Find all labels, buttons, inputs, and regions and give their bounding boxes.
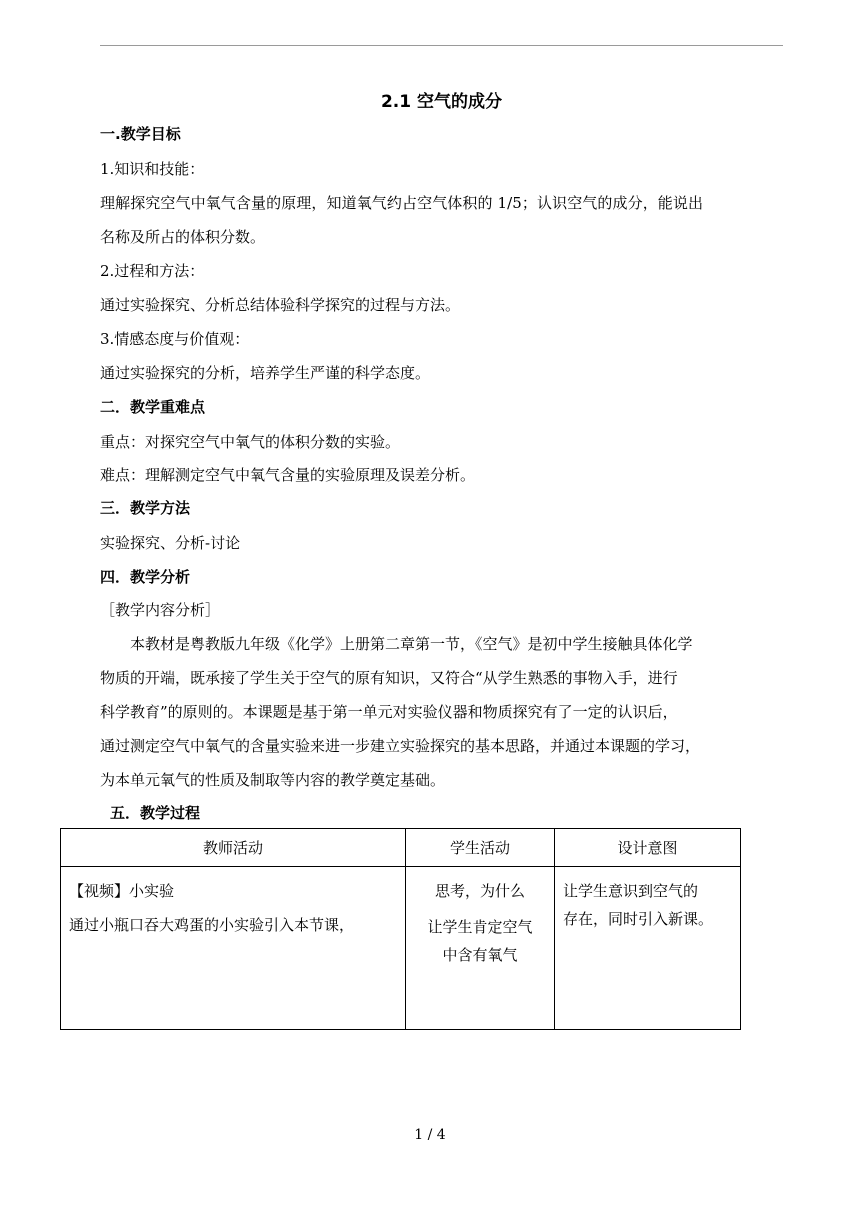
paragraph: 重点：对探究空气中氧气的体积分数的实验。 [100, 433, 401, 451]
cell-text: 通过小瓶口吞大鸡蛋的小实验引入本节课， [69, 916, 355, 934]
paragraph: 科学教育”的原则的。本课题是基于第一单元对实验仪器和物质探究有了一定的认识后， [100, 703, 678, 721]
paragraph: 2.过程和方法： [100, 262, 205, 280]
section-heading-objectives: 一.教学目标 [100, 125, 181, 143]
paragraph: 为本单元氧气的性质及制取等内容的教学奠定基础。 [100, 771, 446, 789]
paragraph: 物质的开端，既承接了学生关于空气的原有知识，又符合“从学生熟悉的事物入手，进行 [100, 669, 678, 687]
paragraph: 通过测定空气中氧气的含量实验来进一步建立实验探究的基本思路，并通过本课题的学习， [100, 737, 701, 755]
column-header-teacher: 教师活动 [61, 829, 406, 867]
cell-design-intent [555, 867, 741, 1030]
cell-text: 中含有氧气 [442, 946, 518, 964]
paragraph: 理解探究空气中氧气含量的原理，知道氧气约占空气体积的 1/5；认识空气的成分，能说出 [100, 194, 704, 212]
document-title: 2.1 空气的成分 [380, 92, 503, 112]
paragraph: 难点：理解测定空气中氧气含量的实验原理及误差分析。 [100, 466, 476, 484]
cell-text: 【视频】小实验 [69, 882, 175, 900]
cell-text: 存在，同时引入新课。 [563, 910, 714, 928]
column-header-student: 学生活动 [406, 829, 555, 867]
paragraph: 通过实验探究、分析总结体验科学探究的过程与方法。 [100, 296, 461, 314]
paragraph: 实验探究、分析-讨论 [100, 534, 241, 552]
teaching-process-table [60, 828, 741, 1030]
cell-text: 思考，为什么 [434, 882, 525, 900]
header-rule [100, 45, 783, 46]
paragraph: ［教学内容分析］ [100, 601, 221, 619]
paragraph: 3.情感态度与价值观： [100, 330, 250, 348]
section-heading-analysis: 四．教学分析 [100, 568, 191, 586]
cell-text: 让学生意识到空气的 [563, 882, 699, 900]
section-heading-methods: 三．教学方法 [100, 499, 191, 517]
page-number: 1 / 4 [414, 1127, 446, 1143]
table-header-row [61, 829, 741, 867]
column-header-intent: 设计意图 [555, 829, 741, 867]
section-heading-key-points: 二．教学重难点 [100, 398, 206, 416]
paragraph: 本教材是粤教版九年级《化学》上册第二章第一节，《空气》是初中学生接触具体化学 [130, 635, 693, 653]
paragraph: 通过实验探究的分析，培养学生严谨的科学态度。 [100, 364, 431, 382]
cell-teacher-activity [61, 867, 406, 1030]
paragraph: 名称及所占的体积分数。 [100, 228, 266, 246]
table-row [61, 867, 741, 1030]
section-heading-process: 五．教学过程 [110, 804, 201, 822]
cell-text: 让学生肯定空气 [427, 918, 533, 936]
cell-student-activity [406, 867, 555, 1030]
paragraph: 1.知识和技能： [100, 160, 205, 178]
